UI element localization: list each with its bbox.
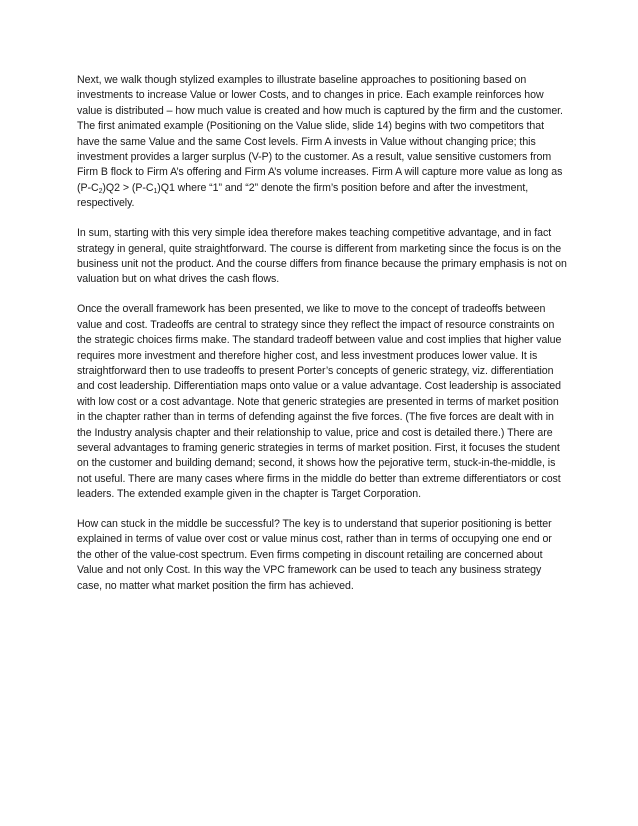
paragraph-in-sum [77, 226, 567, 288]
document-body [77, 73, 567, 609]
paragraph-stuck-in-the-middle [77, 517, 567, 594]
paragraph-text: )Q1 where “1” and “2” denote the firm’s position before and after the investment, respectively. [77, 181, 529, 210]
paragraph-text: Once the overall framework has been presented, we like to move to the concept of tradeoffs between value and cost. Tradeoffs are central to strategy since they reflect the impact of resource constraints on the strategic choices firms make. The standard tradeoff between value and cost implies that higher value requires more investment and therefore higher cost, and less investment produces lower value. It is straightforward then to use tradeoffs to present Porter’s concepts of generic strategy, viz. differentiation and cost leadership. Differentiation maps onto value or a value advantage. Cost leadership is associated with low cost or a cost advantage. Note that generic strategies are presented in terms of market position in the chapter rather than in terms of defending against the five forces. (The five forces are dealt with in the Industry analysis chapter and their relationship to value, price and cost is detailed there.) There are several advantages to framing generic strategies in terms of market position. First, it focuses the student on the customer and building demand; second, it shows how the pejorative term, stuck-in-the-middle, is not useful. There are many cases where firms in the middle do better than extreme differentiators or cost leaders. The extended example given in the chapter is Target Corporation. [77, 303, 562, 501]
paragraph-text: In sum, starting with this very simple idea therefore makes teaching competitive advantage, and in fact strategy in general, quite straightforward. The course is different from marketing since the focus is on the business unit not the product. And the course differs from finance because the primary emphasis is not on valuation but on what drives the cash flows. [77, 227, 567, 286]
paragraph-text: )Q2 > (P-C [102, 181, 154, 194]
paragraph-text: Next, we walk though stylized examples to illustrate baseline approaches to positioning based on investments to increase Value or lower Costs, and to changes in price. Each example reinforces how value is distributed – how much value is created and how much is captured by the firm and the customer. The first animated example (Positioning on the Value slide, slide 14) begins with two competitors that have the same Value and the same Cost levels. Firm A invests in Value without changing price; this investment provides a larger surplus (V-P) to the customer. As a result, value sensitive customers from Firm B flock to Firm A’s offering and Firm A’s volume increases. Firm A will capture more value as long as (P-C [77, 74, 563, 194]
paragraph-intro-examples [77, 73, 567, 212]
subscript-2: 2 [98, 187, 103, 195]
paragraph-text: How can stuck in the middle be successful? The key is to understand that superior positioning is better explained in terms of value over cost or value minus cost, rather than in terms of occupying one end or the other of the value-cost spectrum. Even firms competing in discount retailing are concerned about Value and not only Cost. In this way the VPC framework can be used to teach any business strategy case, no matter what market position the firm has achieved. [77, 518, 552, 592]
paragraph-tradeoffs [77, 302, 567, 502]
subscript-1: 1 [153, 187, 158, 195]
